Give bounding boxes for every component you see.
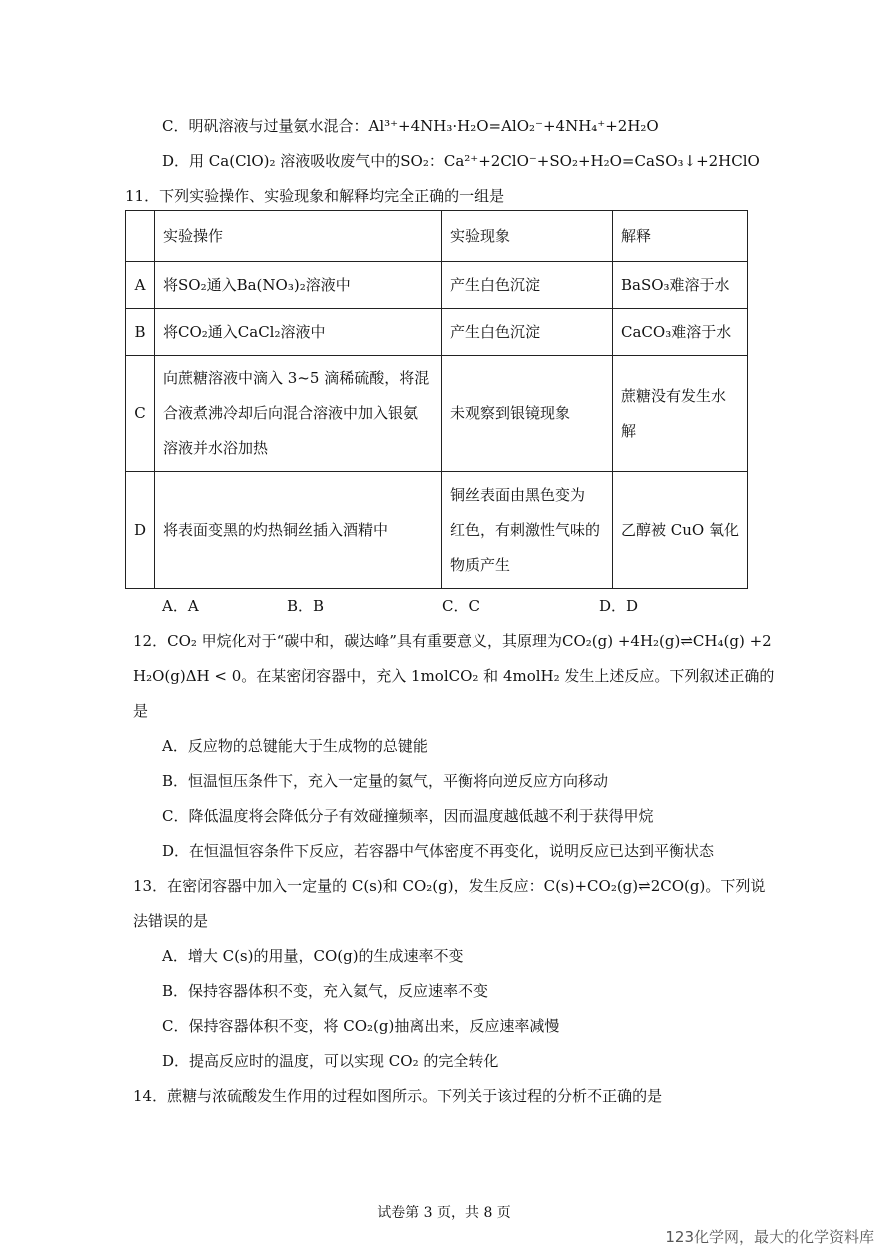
option-a: A．A xyxy=(162,597,199,615)
cell-line: 红色，有刺激性气味的 xyxy=(450,520,601,539)
q13-stem-line: 13．在密闭容器中加入一定量的 C(s)和 CO₂(g)，发生反应：C(s)+CO₂(g)⇌2CO(g)。下列说 xyxy=(133,877,766,895)
q13-option-a: A．增大 C(s)的用量，CO(g)的生成速率不变 xyxy=(162,947,464,965)
q14-stem: 14．蔗糖与浓硫酸发生作用的过程如图所示。下列关于该过程的分析不正确的是 xyxy=(133,1087,663,1105)
table-header-phenomenon: 实验现象 xyxy=(442,211,613,262)
row-phenomenon: 未观察到银镜现象 xyxy=(442,356,613,472)
cell-line: 解 xyxy=(621,421,637,440)
q12-option-b: B．恒温恒压条件下，充入一定量的氦气，平衡将向逆反应方向移动 xyxy=(162,772,609,790)
q13-option-d: D．提高反应时的温度，可以实现 CO₂ 的完全转化 xyxy=(162,1052,499,1070)
page-footer: 试卷第 3 页，共 8 页 xyxy=(377,1205,511,1221)
row-phenomenon xyxy=(442,472,613,589)
watermark: 123化学网，最大的化学资料库 xyxy=(665,1228,874,1246)
row-operation: 将表面变黑的灼热铜丝插入酒精中 xyxy=(155,472,442,589)
row-explanation: CaCO₃难溶于水 xyxy=(613,309,748,356)
cell-line: 向蔗糖溶液中滴入 3~5 滴稀硫酸，将混 xyxy=(163,369,430,387)
q10-option-c: C．明矾溶液与过量氨水混合：Al³⁺+4NH₃·H₂O=AlO₂⁻+4NH₄⁺+2H₂O xyxy=(162,117,659,135)
option-c: C．C xyxy=(442,597,480,615)
row-operation: 将CO₂通入CaCl₂溶液中 xyxy=(155,309,442,356)
row-phenomenon: 产生白色沉淀 xyxy=(442,309,613,356)
cell-line: 物质产生 xyxy=(450,555,511,574)
q12-option-a: A．反应物的总键能大于生成物的总键能 xyxy=(162,737,428,755)
row-label: A xyxy=(126,262,155,309)
q12-option-c: C．降低温度将会降低分子有效碰撞频率，因而温度越低越不利于获得甲烷 xyxy=(162,807,654,825)
table-header-explanation: 解释 xyxy=(613,211,748,262)
table-header-operation: 实验操作 xyxy=(155,211,442,262)
row-explanation: 乙醇被 CuO 氧化 xyxy=(613,472,748,589)
row-phenomenon: 产生白色沉淀 xyxy=(442,262,613,309)
q11-table xyxy=(125,210,748,589)
option-d: D．D xyxy=(599,597,639,615)
cell-line: 铜丝表面由黑色变为 xyxy=(450,485,586,504)
q11-table-header xyxy=(126,211,748,262)
q12-option-d: D．在恒温恒容条件下反应，若容器中气体密度不再变化，说明反应已达到平衡状态 xyxy=(162,842,715,860)
q10-option-d: D．用 Ca(ClO)₂ 溶液吸收废气中的SO₂：Ca²⁺+2ClO⁻+SO₂+H₂O=CaSO₃↓+2HClO xyxy=(162,152,760,170)
row-label: B xyxy=(126,309,155,356)
q13-option-c: C．保持容器体积不变，将 CO₂(g)抽离出来，反应速率减慢 xyxy=(162,1017,560,1035)
table-row xyxy=(126,309,748,356)
row-label: C xyxy=(126,356,155,472)
table-row xyxy=(126,356,748,472)
table-header-blank xyxy=(126,211,155,262)
row-operation xyxy=(155,356,442,472)
row-explanation: BaSO₃难溶于水 xyxy=(613,262,748,309)
cell-line: 溶液并水浴加热 xyxy=(163,439,269,457)
q13-stem-line: 法错误的是 xyxy=(133,912,209,930)
q12-stem-line: 是 xyxy=(133,702,149,720)
q13-option-b: B．保持容器体积不变，充入氦气，反应速率不变 xyxy=(162,982,489,1000)
row-operation: 将SO₂通入Ba(NO₃)₂溶液中 xyxy=(155,262,442,309)
cell-line: 合液煮沸冷却后向混合溶液中加入银氨 xyxy=(163,404,419,422)
q12-stem-line: 12．CO₂ 甲烷化对于“碳中和，碳达峰”具有重要意义，其原理为CO₂(g) +4H₂(g)⇌CH₄(g) +2 xyxy=(133,632,772,650)
q11-stem: 11．下列实验操作、实验现象和解释均完全正确的一组是 xyxy=(125,187,505,205)
row-explanation xyxy=(613,356,748,472)
table-row xyxy=(126,472,748,589)
option-b: B．B xyxy=(287,597,325,615)
cell-line: 蔗糖没有发生水 xyxy=(621,386,727,405)
table-row xyxy=(126,262,748,309)
q12-stem-line: H₂O(g)ΔH < 0。在某密闭容器中，充入 1molCO₂ 和 4molH₂ 发生上述反应。下列叙述正确的 xyxy=(133,667,775,685)
row-label: D xyxy=(126,472,155,589)
